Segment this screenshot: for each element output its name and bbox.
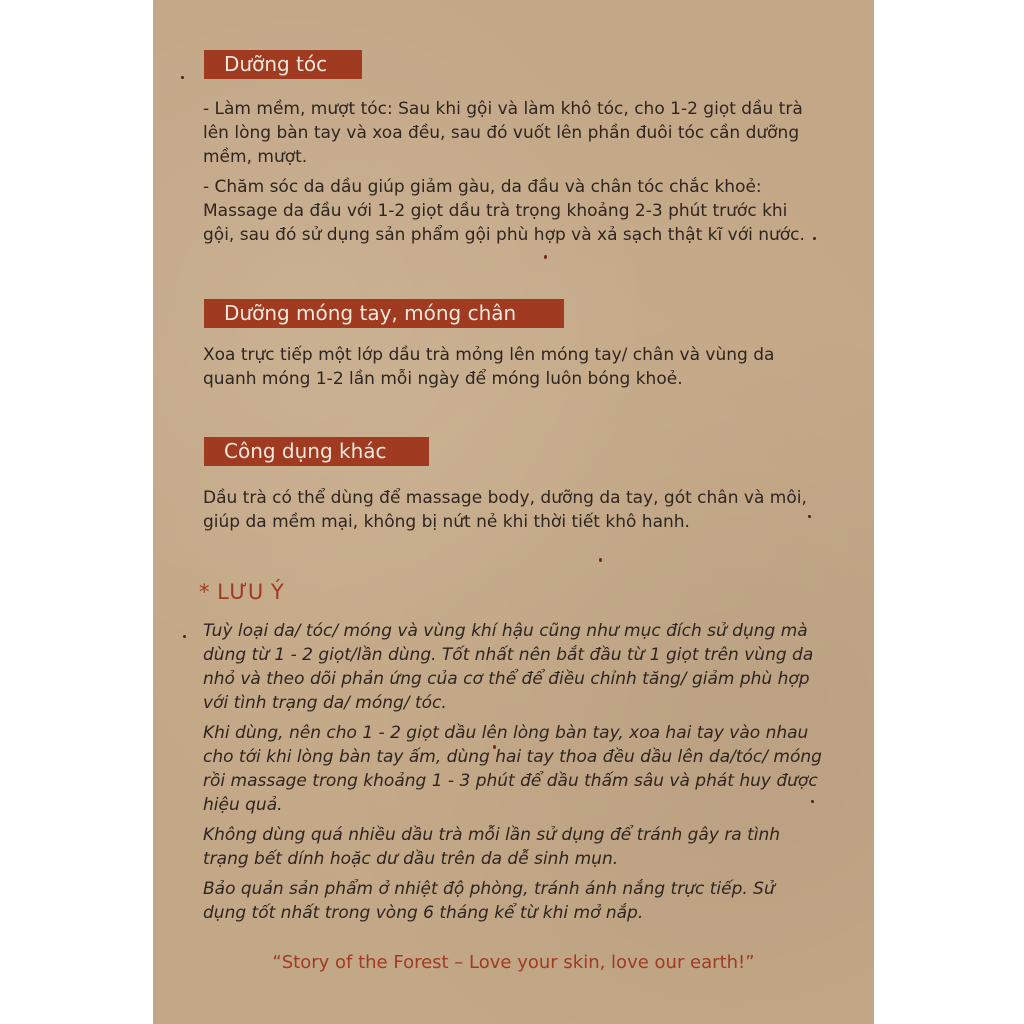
section-body-other-uses [203, 486, 823, 540]
note-paragraph: Không dùng quá nhiều dầu trà mỗi lần sử dụng để tránh gây ra tình trạng bết dính hoặc dư dầu trên da dễ sinh mụn. [203, 825, 781, 869]
section-body-hair [203, 97, 823, 253]
note-paragraph: Tuỳ loại da/ tóc/ móng và vùng khí hậu cũng như mục đích sử dụng mà dùng từ 1 - 2 giọt/lần dùng. Tốt nhất nên bắt đầu từ 1 giọt trên vùng da nhỏ và theo dõi phản ứng của cơ thể để điều chỉnh tăng/ giảm phù hợp với tình trạng da/ móng/ tóc. [203, 621, 814, 713]
paragraph: Dầu trà có thể dùng để massage body, dưỡng da tay, gót chân và môi, giúp da mềm mại, không bị nứt nẻ khi thời tiết khô hanh. [203, 488, 807, 532]
note-paragraph: Khi dùng, nên cho 1 - 2 giọt dầu lên lòng bàn tay, xoa hai tay vào nhau cho tới khi lòng bàn tay ấm, dùng hai tay thoa đều dầu lên da/tóc/ móng rồi massage trong khoảng 1 - 3 phút để dầu thấm sâu và phát huy được hiệu quả. [203, 723, 822, 815]
note-body [203, 619, 823, 931]
section-body-nails [203, 343, 823, 397]
section-heading-hair: Dưỡng tóc [204, 50, 362, 79]
section-heading-other-uses: Công dụng khác [204, 437, 429, 466]
paragraph: Xoa trực tiếp một lớp dầu trà mỏng lên móng tay/ chân và vùng da quanh móng 1-2 lần mỗi ngày để móng luôn bóng khoẻ. [203, 345, 775, 389]
paragraph: - Làm mềm, mượt tóc: Sau khi gội và làm khô tóc, cho 1-2 giọt dầu trà lên lòng bàn tay và xoa đều, sau đó vuốt lên phần đuôi tóc cần dưỡng mềm, mượt. [203, 99, 803, 167]
section-heading-nails: Dưỡng móng tay, móng chân [204, 299, 564, 328]
brand-slogan: “Story of the Forest – Love your skin, love our earth!” [272, 952, 755, 973]
note-paragraph: Bảo quản sản phẩm ở nhiệt độ phòng, tránh ánh nắng trực tiếp. Sử dụng tốt nhất trong vòng 6 tháng kể từ khi mở nắp. [203, 879, 775, 923]
paper-speck [183, 635, 186, 638]
note-title: * LƯU Ý [199, 580, 285, 604]
paragraph: - Chăm sóc da dầu giúp giảm gàu, da đầu và chân tóc chắc khoẻ: Massage da đầu với 1-2 giọt dầu trà trọng khoảng 2-3 phút trước khi gội, sau đó sử dụng sản phẩm gội phù hợp và xả sạch thật kĩ với nước. [203, 177, 805, 245]
paper-speck [181, 76, 184, 79]
paper-speck [544, 255, 547, 259]
paper-speck [599, 558, 602, 562]
